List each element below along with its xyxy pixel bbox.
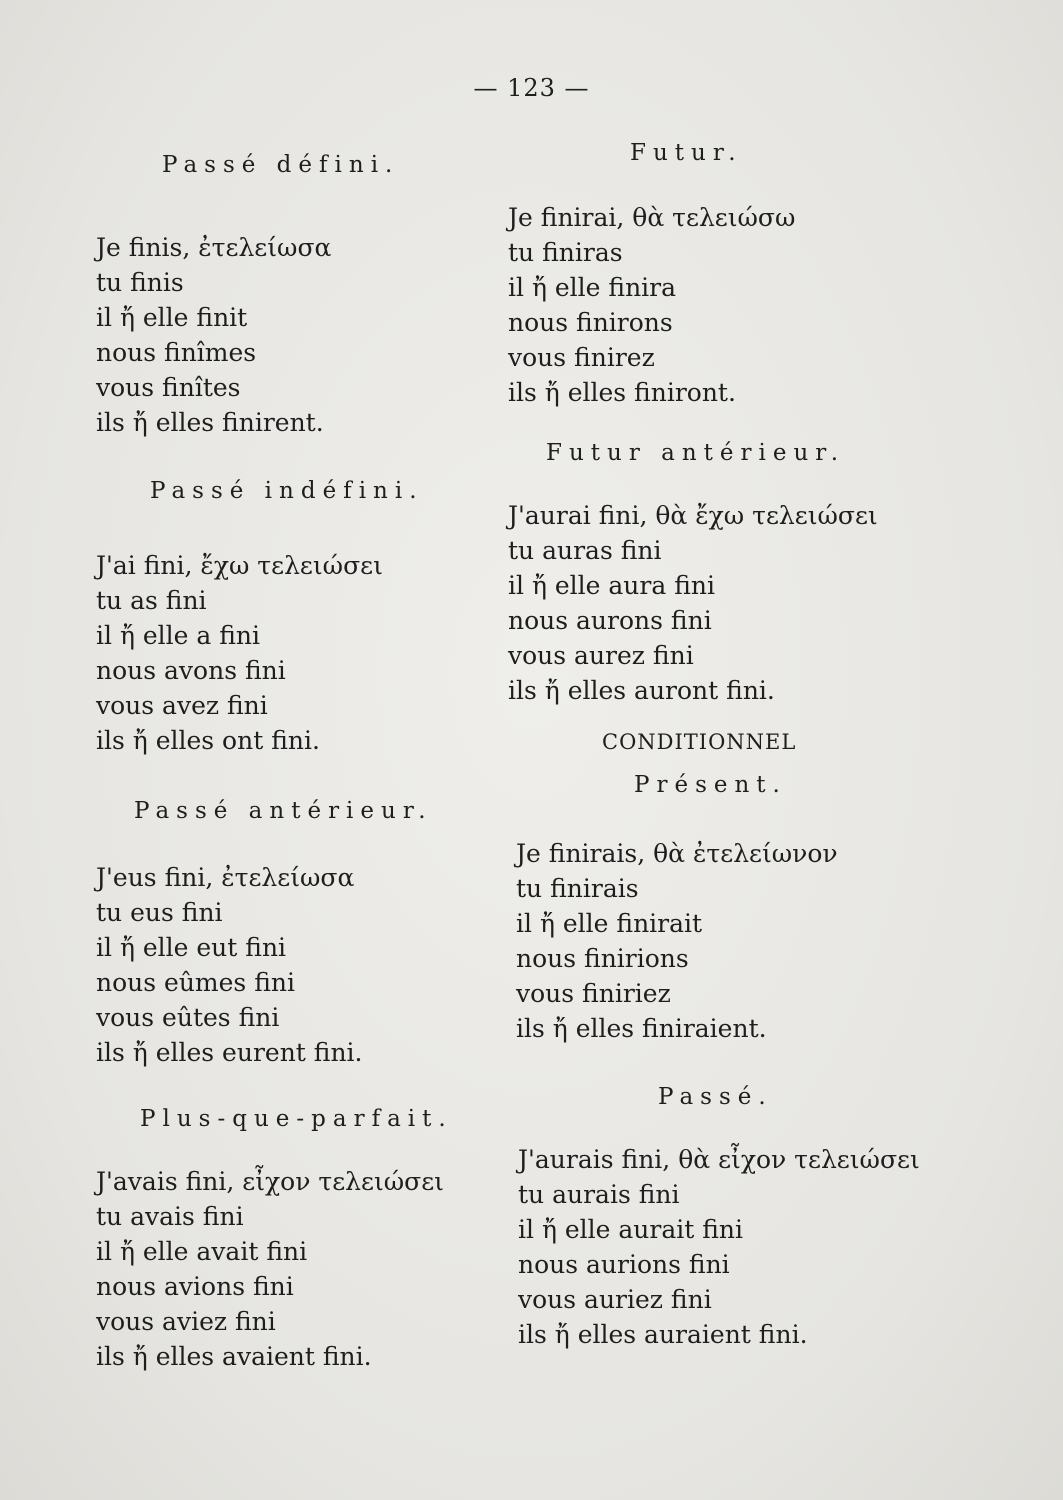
section-passe-indefini (150, 478, 516, 504)
conjugation-line: il ἤ elle aurait fini (518, 1215, 744, 1244)
conjugation-line: nous eûmes fini (96, 968, 295, 997)
section-heading: Passé. (658, 1084, 773, 1110)
page-number: — 123 — (473, 74, 590, 102)
conjugation-line: vous finîtes (96, 373, 241, 402)
conjugation-list (96, 548, 516, 758)
conjugation-line: il ἤ elle finit (96, 303, 248, 332)
conjugation-line: tu eus fini (96, 898, 223, 927)
section-heading: Passé défini. (162, 152, 400, 178)
conjugation-list (96, 860, 516, 1070)
conjugation-list (508, 498, 968, 708)
conjugation-line: ils ἤ elles avaient fini. (96, 1342, 372, 1371)
conjugation-line: nous aurons fini (508, 606, 712, 635)
right-column (508, 140, 968, 1352)
conjugation-list (518, 1142, 968, 1352)
conjugation-line: il ἤ elle a fini (96, 621, 261, 650)
conjugation-line: ils ἤ elles finirent. (96, 408, 324, 437)
section-futur (630, 140, 968, 166)
conjugation-line: tu aurais fini (518, 1180, 680, 1209)
conjugation-line: nous avons fini (96, 656, 286, 685)
conjugation-line: J'avais fini, εἶχον τελειώσει (96, 1167, 444, 1196)
conjugation-line: ils ἤ elles ont fini. (96, 726, 320, 755)
section-futur-anterieur (546, 440, 968, 466)
conjugation-line: ils ἤ elles finiraient. (516, 1014, 767, 1043)
conjugation-line: vous finirez (508, 343, 655, 372)
section-heading: Présent. (634, 772, 787, 798)
conjugation-line: tu finiras (508, 238, 623, 267)
conjugation-line: tu finis (96, 268, 184, 297)
section-heading: Passé antérieur. (134, 798, 433, 824)
conjugation-line: il ἤ elle aura fini (508, 571, 715, 600)
conjugation-line: Je finirai, θὰ τελειώσω (508, 203, 796, 232)
section-heading: Futur antérieur. (546, 440, 846, 466)
section-present (634, 772, 968, 798)
section-heading: Plus-que-parfait. (140, 1106, 453, 1132)
conjugation-line: il ἤ elle eut fini (96, 933, 287, 962)
conjugation-line: vous auriez fini (518, 1285, 712, 1314)
conjugation-line: Je finis, ἐτελείωσα (96, 233, 332, 262)
conjugation-line: tu avais fini (96, 1202, 244, 1231)
section-passe-conditionnel (658, 1084, 968, 1110)
conjugation-line: nous finirions (516, 944, 689, 973)
conjugation-line: ils ἤ elles eurent fini. (96, 1038, 363, 1067)
mood-title: CONDITIONNEL (602, 730, 797, 754)
section-passe-anterieur (134, 798, 516, 824)
conjugation-line: vous aviez fini (96, 1307, 276, 1336)
conjugation-line: J'eus fini, ἐτελείωσα (96, 863, 355, 892)
conjugation-line: J'ai fini, ἔχω τελειώσει (96, 551, 383, 580)
section-plus-que-parfait (140, 1106, 516, 1132)
conjugation-line: ils ἤ elles finiront. (508, 378, 736, 407)
conjugation-list (96, 1164, 516, 1374)
conjugation-line: vous aurez fini (508, 641, 694, 670)
conjugation-line: vous eûtes fini (96, 1003, 280, 1032)
conjugation-list (508, 200, 968, 410)
conjugation-line: nous finîmes (96, 338, 257, 367)
conjugation-line: il ἤ elle finira (508, 273, 677, 302)
conjugation-line: tu as fini (96, 586, 207, 615)
conjugation-line: ils ἤ elles auraient fini. (518, 1320, 808, 1349)
conjugation-line: nous finirons (508, 308, 673, 337)
conjugation-line: Je finirais, θὰ ἐτελείωνον (516, 839, 838, 868)
conjugation-line: il ἤ elle finirait (516, 909, 703, 938)
section-heading: Futur. (630, 140, 743, 166)
conjugation-line: tu auras fini (508, 536, 662, 565)
conjugation-line: il ἤ elle avait fini (96, 1237, 308, 1266)
conjugation-line: ils ἤ elles auront fini. (508, 676, 775, 705)
conjugation-line: nous avions fini (96, 1272, 294, 1301)
conjugation-line: J'aurai fini, θὰ ἔχω τελειώσει (508, 501, 878, 530)
conjugation-list (516, 836, 968, 1046)
conjugation-line: vous avez fini (96, 691, 268, 720)
conjugation-line: vous finiriez (516, 979, 671, 1008)
conjugation-line: tu finirais (516, 874, 639, 903)
left-column (96, 152, 516, 1374)
section-heading: Passé indéfini. (150, 478, 424, 504)
conjugation-line: J'aurais fini, θὰ εἶχον τελειώσει (518, 1145, 920, 1174)
conjugation-list (96, 230, 516, 440)
conditionnel-title-block (602, 730, 968, 754)
conjugation-line: nous aurions fini (518, 1250, 730, 1279)
section-passe-defini (162, 152, 516, 178)
